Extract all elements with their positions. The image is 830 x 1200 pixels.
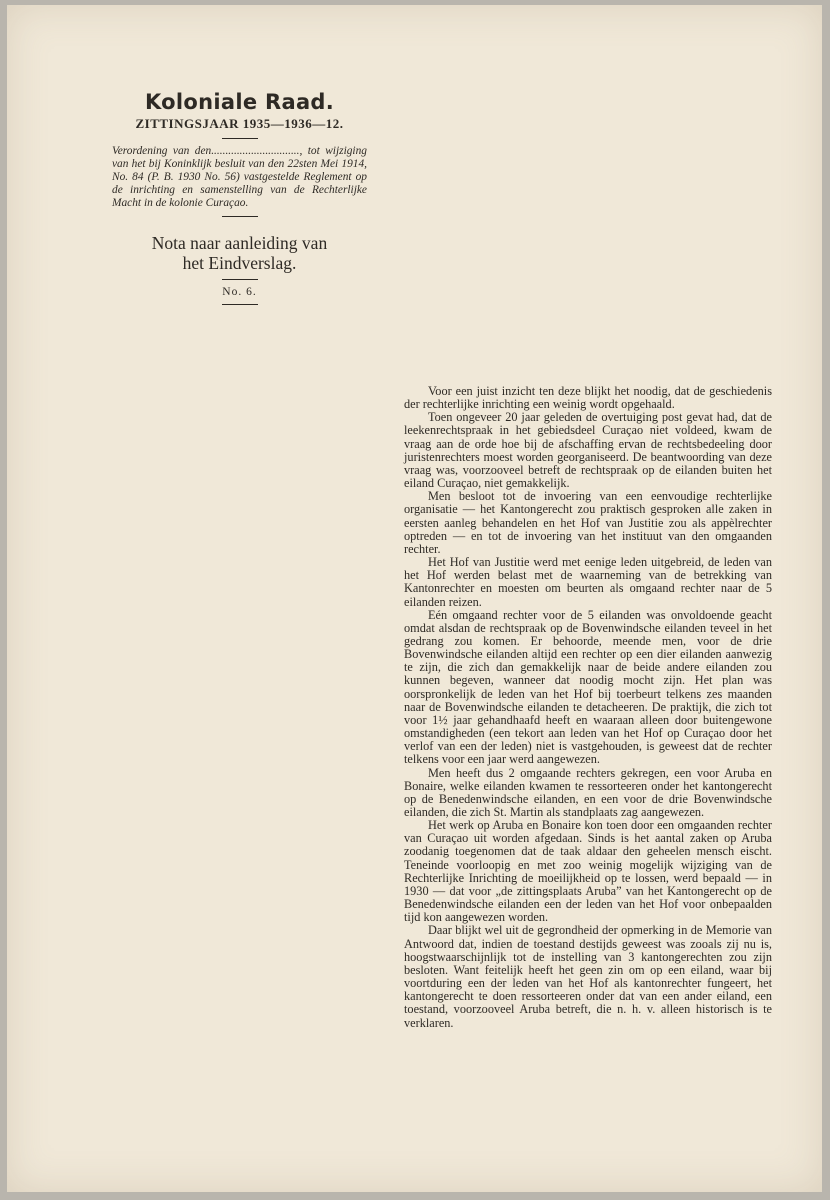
paragraph: Men heeft dus 2 omgaande rechters gekregen, een voor Aruba en Bonaire, welke eilanden kwamen te ressorteeren onder het kantongerecht op de Benedenwindsche eilanden, en een voor de drie Bovenwindsche eilanden, die zich St. Martin als standplaats zag aangewezen. bbox=[404, 765, 772, 819]
document-header bbox=[112, 90, 367, 311]
divider bbox=[222, 216, 258, 217]
paragraph: Daar blijkt wel uit de gegrondheid der opmerking in de Memorie van Antwoord dat, indien de toestand destijds geweest was zooals zij nu is, hoogstwaarschijnlijk tot de instelling van 3 kantongerechten zou zijn besloten. Want feitelijk heeft het geen zin om op een eiland, waar bij voortduring een der leden van het Hof als kantonrechter fungeert, het kantongerecht te doen ressorteeren onder dat van een ander eiland, een toestand, voorzooveel Aruba betreft, die n. h. v. alleen historisch is te verklaren. bbox=[404, 923, 772, 1030]
divider bbox=[222, 138, 258, 139]
paragraph: Eén omgaand rechter voor de 5 eilanden was onvoldoende geacht omdat alsdan de rechtspraak op de Bovenwindsche eilanden teveel in het gedrang zou komen. Er behoorde, meende men, voor de drie Bovenwindsche eilanden altijd een rechter op een dier eilanden aanwezig te zijn, die zich dan gemakkelijk naar de beide andere eilanden zou kunnen begeven, wanneer dat noodig mocht zijn. Het plan was oorspronkelijk de leden van het Hof bij toerbeurt telkens zes maanden naar de Bovenwindsche eilanden te detacheeren. De praktijk, die zich tot voor 1½ jaar gehandhaafd heeft en waaraan alleen door buitengewone omstandigheden (een tekort aan leden van het Hof op Curaçao door het verlof van een der leden) niet is vastgehouden, is geweest dat de rechter telkens voor een jaar werd aangewezen. bbox=[404, 607, 772, 767]
divider bbox=[222, 304, 258, 305]
nota-title bbox=[112, 233, 367, 273]
ordinance-description: Verordening van den..............................., tot wijziging van het bij Koninklijk besluit van den 22sten Mei 1914, No. 84 (P. B. 1930 No. 56) vastgestelde Reglement op de inrichting en samenstelling van de Rechterlijke Macht in de kolonie Curaçao. bbox=[112, 145, 367, 209]
council-title: Koloniale Raad. bbox=[144, 90, 335, 114]
nota-title-line1: Nota naar aanleiding van bbox=[151, 233, 328, 253]
paragraph: Het Hof van Justitie werd met eenige leden uitgebreid, de leden van het Hof werden belast met de waarneming van de betrekking van Kantonrechter en moesten om beurten als omgaand rechter naar de 5 eilanden reizen. bbox=[404, 555, 772, 609]
nota-title-line2: het Eindverslag. bbox=[182, 253, 297, 273]
divider bbox=[222, 279, 258, 280]
document-page bbox=[7, 5, 822, 1192]
session-year: ZITTINGSJAAR 1935—1936—12. bbox=[135, 116, 344, 131]
paragraph: Toen ongeveer 20 jaar geleden de overtuiging post gevat had, dat de leekenrechtspraak in het gebiedsdeel Curaçao niet voldeed, kwam de vraag aan de orde hoe bij de afschaffing ervan de rechtsbedeeling door juristenrechters moest worden georganiseerd. De beantwoording van deze vraag was, voorzooveel betreft de rechtspraak op de eilanden buiten het eiland Curaçao, niet gemakkelijk. bbox=[404, 410, 772, 491]
document-number: No. 6. bbox=[222, 286, 257, 298]
paragraph: Voor een juist inzicht ten deze blijkt het noodig, dat de geschiedenis der rechterlijke inrichting een weinig wordt opgehaald. bbox=[404, 384, 772, 412]
paragraph: Het werk op Aruba en Bonaire kon toen door een omgaanden rechter van Curaçao uit worden afgedaan. Sinds is het aantal zaken op Aruba zoodanig toegenomen dat de taak aldaar den geheelen mensch eischt. Teneinde voorloopig en met zoo weinig mogelijk wijziging van de Rechterlijke Inrichting de moeilijkheid op te lossen, werd bepaald — in 1930 — dat voor „de zittingsplaats Aruba” van het Kantongerecht op de Benedenwindsche eilanden een der leden van het Hof voor onbepaalden tijd kon aangewezen worden. bbox=[404, 818, 772, 925]
body-text bbox=[404, 385, 772, 1030]
paragraph: Men besloot tot de invoering van een eenvoudige rechterlijke organisatie — het Kantongerecht zou praktisch gesproken alle zaken in eersten aanleg behandelen en het Hof van Justitie zou als appèlrechter optreden — en tot de invoering van het instituut van den omgaanden rechter. bbox=[404, 489, 772, 556]
